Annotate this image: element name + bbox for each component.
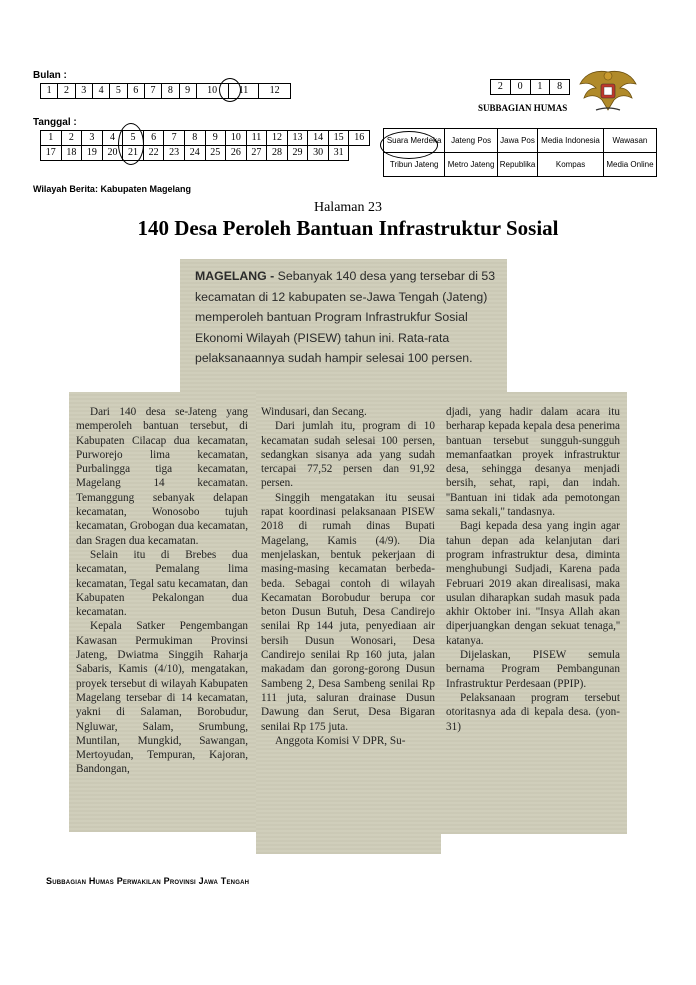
- date-cell: 5: [123, 131, 144, 146]
- date-cell: 14: [308, 131, 329, 146]
- date-cell: 6: [143, 131, 164, 146]
- date-cell: 8: [184, 131, 205, 146]
- media-cell: Media Online: [603, 153, 656, 177]
- date-cell: 22: [143, 146, 164, 161]
- year-digit-cell: 2: [491, 80, 511, 95]
- date-cell: 1: [41, 131, 62, 146]
- paragraph: Anggota Komisi V DPR, Su-: [275, 734, 406, 747]
- article-column-3: [446, 405, 620, 734]
- date-cell: 19: [82, 146, 103, 161]
- lead-text: Sebanyak 140 desa yang tersebar di 53 kecamatan di 12 kabupaten se-Jawa Tengah (Jateng) memperoleh bantuan Program Infrastrukfur Sosial Ekonomi Wilayah (PISEW) tahun ini. Rata-rata pelaksanaannya sudah hampir selesai 100 persen.: [195, 269, 496, 365]
- garuda-emblem-icon: [578, 66, 638, 116]
- month-grid: [40, 83, 291, 99]
- date-cell: 26: [226, 146, 247, 161]
- month-cell: 9: [179, 84, 196, 99]
- subbagian-humas-label: SUBBAGIAN HUMAS: [478, 103, 568, 113]
- month-cell: 3: [75, 84, 92, 99]
- paragraph: Bagi kepada desa yang ingin agar tahun depan ada kelanjutan dari program infrastruktur desa, diminta menghubungi Sudjadi, Karena pada Februari 2019 akan direalisasi, maka usulan diharapkan sudah masuk pada akhir Oktober ini. ''Insya Allah akan diperjuangkan dengan sekuat tenaga,'' katanya.: [446, 520, 620, 647]
- media-cell: Kompas: [538, 153, 604, 177]
- year-digit-cell: 8: [550, 80, 570, 95]
- paragraph: Dijelaskan, PISEW semula bernama Program Pembangunan Infrastruktur Perdesaan (PPIP).: [446, 649, 620, 690]
- paragraph: Dari 140 desa se-Jateng yang memperoleh bantuan tersebut, di Kabupaten Cilacap dua kecamatan, Purworejo lima kecamatan, Purbalingga tiga kecamatan, Magelang 14 kecamatan. Temanggung sebanyak delapan kecamatan, Wonosobo tujuh kecamatan, Grobogan dua kecamatan, dan Sragen dua kecamatan.: [76, 406, 248, 547]
- paragraph: Windusari, dan Secang.: [261, 406, 367, 418]
- month-cell: 5: [110, 84, 127, 99]
- media-cell: Metro Jateng: [445, 153, 498, 177]
- article-column-1: [76, 405, 248, 777]
- month-cell: 6: [127, 84, 144, 99]
- article-column-2: [261, 405, 435, 748]
- bulan-label: Bulan :: [33, 70, 67, 81]
- date-cell: 11: [246, 131, 267, 146]
- month-cell: 12: [259, 84, 291, 99]
- media-cell: Media Indonesia: [538, 129, 604, 153]
- paragraph: Singgih mengatakan itu seusai rapat koordinasi pelaksanaan PISEW 2018 di rumah dinas Bupati Magelang, Kamis (4/9). Dia menjelaskan, bentuk pekerjaan di masing-masing kecamatan berbeda-beda. Sebagai contoh di wilayah Kecamatan Borobudur berupa cor beton Dusun Butuh, Desa Candirejo senilai Rp 144 juta, penyediaan air bersih Dusun Wonosari, Desa Candirejo senilai Rp 160 juta, jalan makadam dan gorong-gorong Dusun Sambeng 2, Desa Sambeng senilai Rp 111 juta, saluran drainase Dusun Dawung dan Serut, Desa Bigaran senilai Rp 175 juta.: [261, 491, 435, 733]
- article-lead: [195, 266, 505, 369]
- date-cell: 25: [205, 146, 226, 161]
- month-cell: 2: [58, 84, 75, 99]
- month-cell: 4: [92, 84, 109, 99]
- date-cell: 16: [349, 131, 370, 146]
- media-table: [383, 128, 657, 177]
- month-cell: 10: [196, 84, 228, 99]
- date-cell: 2: [61, 131, 82, 146]
- date-cell: 24: [184, 146, 205, 161]
- month-cell: 11: [228, 84, 259, 99]
- date-cell: 18: [61, 146, 82, 161]
- month-cell: 7: [144, 84, 161, 99]
- media-cell: Republika: [497, 153, 537, 177]
- footer-label: Subbagian Humas Perwakilan Provinsi Jawa Tengah: [46, 876, 250, 886]
- date-cell: 30: [308, 146, 329, 161]
- date-cell: 27: [246, 146, 267, 161]
- media-cell: Jateng Pos: [445, 129, 498, 153]
- date-cell: 21: [123, 146, 144, 161]
- month-cell: 8: [162, 84, 179, 99]
- dateline: MAGELANG -: [195, 269, 275, 283]
- paragraph: djadi, yang hadir dalam acara itu berharap kepada kepala desa penerima bantuan tersebut sungguh-sungguh memanfaatkan proyek infrastruktur desa, sehingga desanya menjadi bersih, sehat, rapi, dan indah. ''Bantuan ini tidak ada pemotongan sama sekali,'' tandasnya.: [446, 406, 620, 519]
- page-number: Halaman 23: [313, 200, 383, 215]
- media-cell: Wawasan: [603, 129, 656, 153]
- wilayah-berita: Wilayah Berita: Kabupaten Magelang: [33, 184, 191, 194]
- footer-text: [46, 876, 249, 886]
- year-digit-cell: 0: [510, 80, 530, 95]
- date-cell: 3: [82, 131, 103, 146]
- date-cell: 23: [164, 146, 185, 161]
- date-cell: 15: [328, 131, 349, 146]
- date-cell: 4: [102, 131, 123, 146]
- article-headline: 140 Desa Peroleh Bantuan Infrastruktur Sosial: [137, 216, 559, 240]
- date-cell: 9: [205, 131, 226, 146]
- date-cell: 20: [102, 146, 123, 161]
- month-cell: 1: [41, 84, 58, 99]
- date-cell: 13: [287, 131, 308, 146]
- paragraph: Dari jumlah itu, program di 10 kecamatan sudah selesai 100 persen, sedangkan sisanya ada yang sudah tercapai 77,52 persen dan 91,92 persen.: [261, 420, 435, 490]
- date-cell: 29: [287, 146, 308, 161]
- paragraph: Pelaksanaan program tersebut otoritasnya ada di kepala desa. (yon-31): [446, 691, 620, 733]
- paragraph: Selain itu di Brebes dua kecamatan, Pemalang lima kecamatan, Tegal satu kecamatan, dan Kabupaten Pekalongan dua kecamatan.: [76, 548, 248, 619]
- media-cell: Jawa Pos: [497, 129, 537, 153]
- year-digit-cell: 1: [530, 80, 550, 95]
- date-cell: 31: [328, 146, 349, 161]
- media-cell: Suara Merdeka: [384, 129, 445, 153]
- tanggal-label: Tanggal :: [33, 117, 77, 128]
- date-cell: 28: [267, 146, 288, 161]
- date-cell: 12: [267, 131, 288, 146]
- date-cell: 7: [164, 131, 185, 146]
- date-grid: [40, 130, 370, 161]
- year-grid: [490, 79, 570, 95]
- media-cell: Tribun Jateng: [384, 153, 445, 177]
- date-cell: 10: [226, 131, 247, 146]
- paragraph: Kepala Satker Pengembangan Kawasan Permukiman Provinsi Jateng, Dwiatma Singgih Raharja Sabaris, Kamis (4/10), mengatakan, proyek tersebut di wilayah Kabupaten Magelang tersebar di 14 kecamatan, yakni di Salaman, Borobudur, Ngluwar, Salam, Srumbung, Muntilan, Mungkid, Sawangan, Mertoyudan, Tempuran, Kajoran, Bandongan,: [76, 620, 248, 776]
- date-cell: 17: [41, 146, 62, 161]
